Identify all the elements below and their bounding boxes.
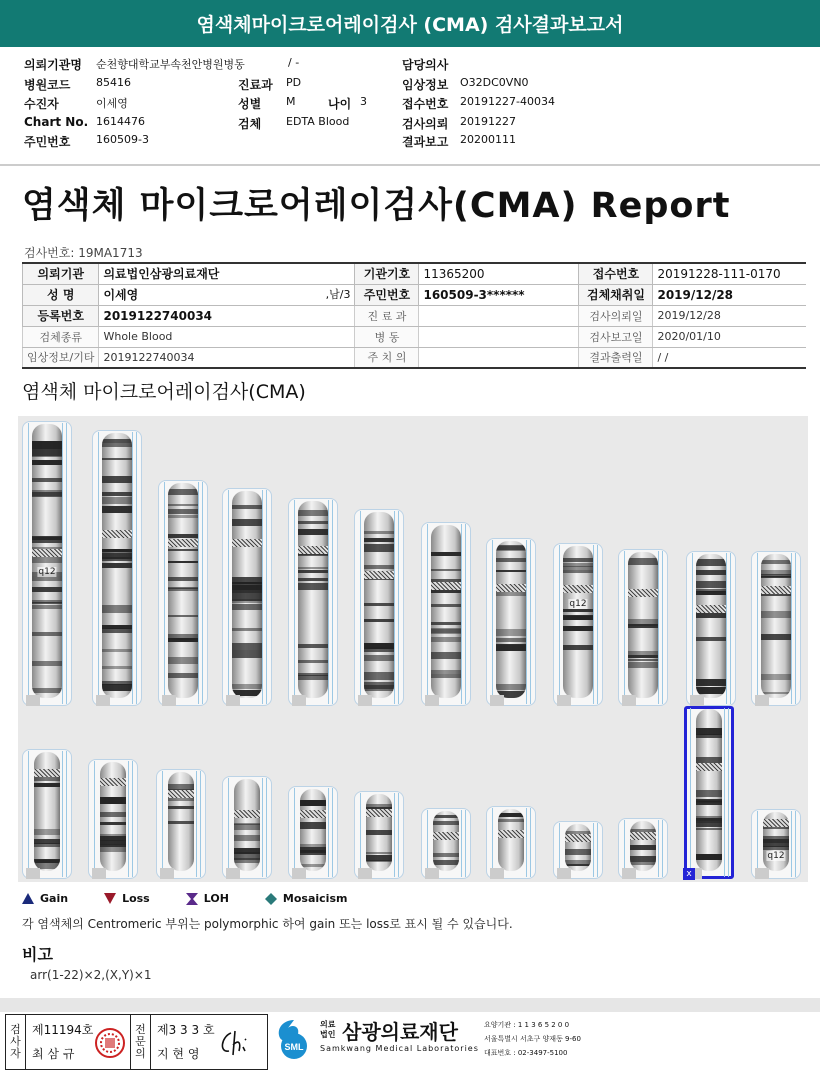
chromosome-number-tag <box>358 695 372 706</box>
code-label: 병원코드 <box>24 78 71 92</box>
lab-branding <box>272 1014 820 1070</box>
legend-loss-label: Loss <box>122 892 150 905</box>
chromosome-15[interactable] <box>156 769 206 879</box>
org-name: 삼광의료재단 <box>342 1020 458 1044</box>
band-label: q12 <box>38 567 56 577</box>
chromosome-2[interactable] <box>92 430 142 706</box>
specimen-value: EDTA Blood <box>286 115 350 128</box>
req-inst-value: 의료법인삼광의료재단 <box>99 263 355 284</box>
org-inst-code: 요양기관 : 1 1 3 6 5 2 0 0 <box>484 1021 570 1029</box>
legend <box>22 892 347 905</box>
code-value: 85416 <box>96 76 131 89</box>
ward-value: / - <box>288 56 300 69</box>
req-date-value: 2019/12/28 <box>653 305 806 326</box>
chromosome-number-tag <box>96 695 110 706</box>
org-phone: 대표번호 : 02-3497-5100 <box>484 1049 568 1057</box>
report-banner <box>0 0 820 47</box>
examiner-cell <box>26 1015 131 1069</box>
sex-value: M <box>286 95 296 108</box>
chromosome-4[interactable] <box>222 488 272 706</box>
chromosome-number-tag <box>162 695 176 706</box>
chromosome-9[interactable] <box>553 543 603 706</box>
ssn-label: 주민번호 <box>24 135 71 149</box>
patient-info-table <box>22 262 806 369</box>
chromosome-3[interactable] <box>158 480 208 706</box>
recv-no-value: 20191228-111-0170 <box>653 263 806 284</box>
chromosome-number-tag <box>292 868 306 879</box>
clin-value: 2019122740034 <box>99 347 355 368</box>
legend-loh <box>186 892 229 905</box>
chromosome-number-tag <box>160 868 174 879</box>
specialist-vertical: 전문의 <box>131 1015 151 1069</box>
chromosome-number-tag <box>755 695 769 706</box>
name-value: 이세영 <box>103 288 139 302</box>
examiner-vertical: 검사자 <box>6 1015 26 1069</box>
legend-gain-label: Gain <box>40 892 69 905</box>
chromosome-number-tag <box>425 868 439 879</box>
diamond-icon <box>265 893 277 905</box>
legend-loss <box>104 892 150 905</box>
sex-label: 성별 <box>238 97 262 111</box>
specialist-cell <box>151 1015 265 1069</box>
chromosome-number-tag <box>622 868 636 879</box>
inst-code-label: 기관기호 <box>355 263 419 284</box>
report-title: 염색체 마이크로어레이검사(CMA) Report <box>22 186 731 226</box>
band-label: q12 <box>767 851 785 861</box>
chromosome-21[interactable] <box>553 821 603 879</box>
print-value: / / <box>653 347 806 368</box>
inst-code-value: 11365200 <box>419 263 579 284</box>
receipt-value: 20191227-40034 <box>460 95 555 108</box>
chromosome-number-tag <box>358 868 372 879</box>
specialist-license: 제3 3 3 호 <box>157 1023 215 1037</box>
clin-label: 임상정보/기타 <box>23 347 99 368</box>
chromosome-13[interactable] <box>22 749 72 879</box>
examiner-name: 최 삼 규 <box>32 1047 75 1061</box>
org-prefix: 의료법인 <box>320 1020 336 1039</box>
ssn-value2: 160509-3****** <box>419 284 579 305</box>
name-cell <box>99 284 355 305</box>
chromosome-number-tag <box>690 695 704 706</box>
test-number: 검사번호: 19MA1713 <box>24 246 143 260</box>
chromosome-number-tag <box>92 868 106 879</box>
hospital-label: 의뢰기관명 <box>24 58 82 72</box>
dept-value2 <box>419 305 579 326</box>
signature-box <box>5 1014 268 1070</box>
selected-marker: x <box>683 868 695 880</box>
ssn-value: 160509-3 <box>96 133 149 146</box>
caution-label: 주 치 의 <box>355 347 419 368</box>
result-label: 결과보고 <box>402 135 449 149</box>
sml-logo-icon <box>272 1016 316 1064</box>
chromosome-number-tag <box>490 695 504 706</box>
chromosome-number-tag <box>557 695 571 706</box>
dept-label2: 진 료 과 <box>355 305 419 326</box>
chromosome-12[interactable] <box>751 551 801 706</box>
chromosome-6[interactable] <box>354 509 404 706</box>
collect-value: 2019/12/28 <box>653 284 806 305</box>
triangle-down-icon <box>104 893 116 904</box>
reg-label: 등록번호 <box>23 305 99 326</box>
caution-value <box>419 347 579 368</box>
footer-divider <box>0 998 820 1012</box>
patient-value: 이세영 <box>96 97 128 110</box>
chromosome-y[interactable] <box>751 809 801 879</box>
report-date-value: 2020/01/10 <box>653 326 806 347</box>
chromosome-16[interactable] <box>222 776 272 879</box>
banner-title: 염색체마이크로어레이검사 (CMA) 검사결과보고서 <box>196 14 624 36</box>
spec-value: Whole Blood <box>99 326 355 347</box>
chromosome-number-tag <box>622 695 636 706</box>
request-value: 20191227 <box>460 115 516 128</box>
legend-gain <box>22 892 68 905</box>
remark-text: arr(1-22)×2,(X,Y)×1 <box>30 968 152 982</box>
seal-stamp <box>94 1027 126 1059</box>
chromosome-17[interactable] <box>288 786 338 879</box>
specialist-name: 지 현 영 <box>157 1047 200 1061</box>
triangle-up-icon <box>22 893 34 904</box>
ward-label2: 병 동 <box>355 326 419 347</box>
name-label: 성 명 <box>23 284 99 305</box>
reg-value: 2019122740034 <box>99 305 355 326</box>
org-address: 서울특별시 서초구 양재동 9-60 <box>484 1035 581 1043</box>
hourglass-icon <box>186 893 198 905</box>
doctor-label: 담당의사 <box>402 58 449 72</box>
chromosome-18[interactable] <box>354 791 404 879</box>
specimen-label: 검체 <box>238 117 262 131</box>
legend-mosaicism-label: Mosaicism <box>282 892 348 905</box>
chromosome-11[interactable] <box>686 551 736 706</box>
chromosome-number-tag <box>226 695 240 706</box>
print-label: 결과출력일 <box>579 347 653 368</box>
chromosome-number-tag <box>26 868 40 879</box>
chromosome-20[interactable] <box>486 806 536 879</box>
chromosome-19[interactable] <box>421 808 471 879</box>
age-value: 3 <box>360 95 367 108</box>
chromosome-22[interactable] <box>618 818 668 879</box>
chromosome-number-tag <box>557 868 571 879</box>
report-date-label: 검사보고일 <box>579 326 653 347</box>
chromosome-x[interactable] <box>684 706 734 879</box>
org-name-en: Samkwang Medical Laboratories <box>320 1044 479 1053</box>
chromosome-number-tag <box>226 868 240 879</box>
legend-mosaicism <box>265 892 348 905</box>
dept-value: PD <box>286 76 302 89</box>
chart-value: 1614476 <box>96 115 145 128</box>
request-label: 검사의뢰 <box>402 117 449 131</box>
clinical-label: 임상정보 <box>402 78 449 92</box>
recv-no-label: 접수번호 <box>579 263 653 284</box>
chromosome-number-tag <box>755 868 769 879</box>
chromosome-number-tag <box>292 695 306 706</box>
request-header <box>0 50 820 166</box>
chromosome-7[interactable] <box>421 522 471 706</box>
chromosome-8[interactable] <box>486 538 536 706</box>
sex-age-value: ,남/3 <box>325 288 351 301</box>
receipt-label: 접수번호 <box>402 97 449 111</box>
patient-label: 수진자 <box>24 97 59 111</box>
age-label: 나이 <box>328 97 352 111</box>
chromosome-number-tag <box>490 868 504 879</box>
hospital-value: 순천향대학교부속천안병원병동 <box>96 58 245 71</box>
legend-loh-label: LOH <box>203 892 229 905</box>
ward-value2 <box>419 326 579 347</box>
req-inst-label: 의뢰기관 <box>23 263 99 284</box>
result-value: 20200111 <box>460 133 516 146</box>
remark-heading: 비고 <box>22 945 53 964</box>
chromosome-14[interactable] <box>88 759 138 879</box>
dept-label: 진료과 <box>238 78 273 92</box>
signature-image <box>217 1027 257 1059</box>
section-title: 염색체 마이크로어레이검사(CMA) <box>22 381 306 403</box>
band-label: q12 <box>569 599 587 609</box>
chart-label: Chart No. <box>24 115 89 129</box>
ssn-label2: 주민번호 <box>355 284 419 305</box>
sml-badge-text: SML <box>284 1042 304 1052</box>
req-date-label: 검사의뢰일 <box>579 305 653 326</box>
centromere-note: 각 염색체의 Centromeric 부위는 polymorphic 하여 gain 또는 loss로 표시 될 수 있습니다. <box>22 917 513 931</box>
collect-label: 검체채취일 <box>579 284 653 305</box>
karyogram-panel <box>18 416 808 882</box>
spec-label: 검체종류 <box>23 326 99 347</box>
chromosome-10[interactable] <box>618 549 668 706</box>
chromosome-number-tag <box>425 695 439 706</box>
chromosome-5[interactable] <box>288 498 338 706</box>
chromosome-number-tag <box>26 695 40 706</box>
clinical-value: O32DC0VN0 <box>460 76 529 89</box>
examiner-license: 제11194호 <box>32 1023 94 1037</box>
chromosome-1[interactable] <box>22 421 72 706</box>
